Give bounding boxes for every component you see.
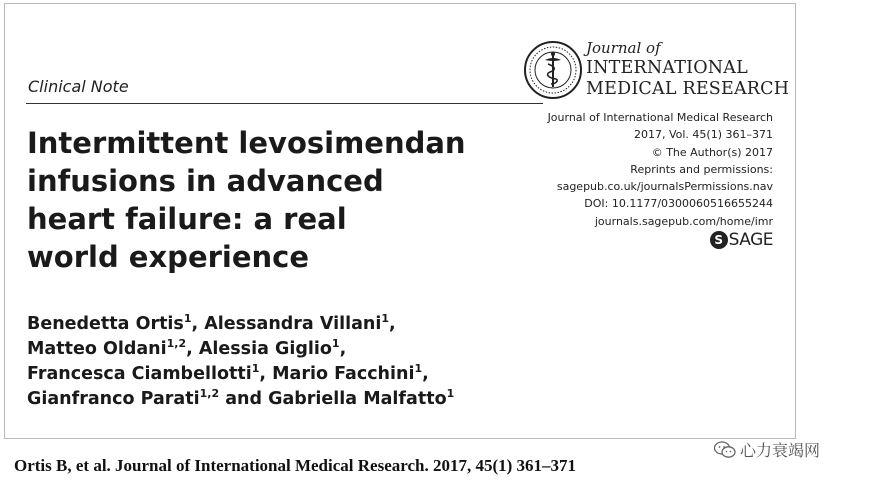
journal-name xyxy=(586,38,789,100)
author-name: Alessia Giglio xyxy=(198,339,332,359)
author-name: Gabriella Malfatto xyxy=(268,389,447,409)
meta-copyright: © The Author(s) 2017 xyxy=(651,145,773,159)
author-line xyxy=(27,387,547,412)
author-affiliation: 1,2 xyxy=(166,337,187,350)
author-name: Francesca Ciambellotti xyxy=(27,364,252,384)
author-affiliation: 1 xyxy=(414,362,423,375)
wechat-icon xyxy=(714,441,736,459)
author-affiliation: 1 xyxy=(183,312,192,325)
sage-icon: S xyxy=(710,231,728,249)
article-title xyxy=(27,124,497,276)
watermark xyxy=(714,438,820,461)
author-separator: , xyxy=(339,339,347,359)
meta-journal: Journal of International Medical Research xyxy=(547,111,773,124)
author-affiliation: 1 xyxy=(251,362,260,375)
author-name: Gianfranco Parati xyxy=(27,389,200,409)
meta-doi[interactable]: DOI: 10.1177/0300060516655244 xyxy=(584,197,773,211)
caduceus-seal-icon xyxy=(523,40,583,100)
author-name: Matteo Oldani xyxy=(27,339,167,359)
author-separator: , xyxy=(191,314,205,334)
title-line: infusions in advanced xyxy=(27,164,384,198)
header-rule xyxy=(26,103,543,104)
author-affiliation: 1,2 xyxy=(199,387,220,400)
journal-meta xyxy=(548,109,773,230)
title-line: heart failure: a real xyxy=(27,202,347,236)
author-line xyxy=(27,362,547,387)
meta-journal-link[interactable]: journals.sagepub.com/home/imr xyxy=(594,214,773,228)
author-line xyxy=(27,312,547,337)
publisher-logo xyxy=(710,230,773,250)
author-name: Mario Facchini xyxy=(272,364,415,384)
meta-reprints: Reprints and permissions: xyxy=(630,162,773,176)
publisher-name: SAGE xyxy=(728,230,773,250)
watermark-text: 心力衰竭网 xyxy=(740,441,821,460)
author-separator: , xyxy=(389,314,396,334)
journal-of: Journal of xyxy=(586,39,661,57)
author-affiliation: 1 xyxy=(381,312,389,325)
author-affiliation: 1 xyxy=(446,387,455,400)
meta-volume: 2017, Vol. 45(1) 361–371 xyxy=(633,128,773,142)
author-name: Alessandra Villani xyxy=(204,314,382,334)
author-list xyxy=(27,312,547,412)
citation-caption: Ortis B, et al. Journal of International Medical Research. 2017, 45(1) 361–371 xyxy=(14,456,577,475)
author-name: Benedetta Ortis xyxy=(27,314,184,334)
author-separator: , xyxy=(422,364,429,384)
title-line: Intermittent levosimendan xyxy=(27,126,466,160)
author-line xyxy=(27,337,547,362)
author-affiliation: 1 xyxy=(331,337,340,350)
author-separator: and xyxy=(219,389,269,409)
journal-name-line: MEDICAL RESEARCH xyxy=(586,79,790,99)
journal-name-line: INTERNATIONAL xyxy=(586,58,748,78)
author-separator: , xyxy=(259,364,273,384)
section-label: Clinical Note xyxy=(28,77,129,96)
author-separator: , xyxy=(186,339,199,359)
meta-permissions-link[interactable]: sagepub.co.uk/journalsPermissions.nav xyxy=(556,180,773,194)
title-line: world experience xyxy=(27,240,310,274)
